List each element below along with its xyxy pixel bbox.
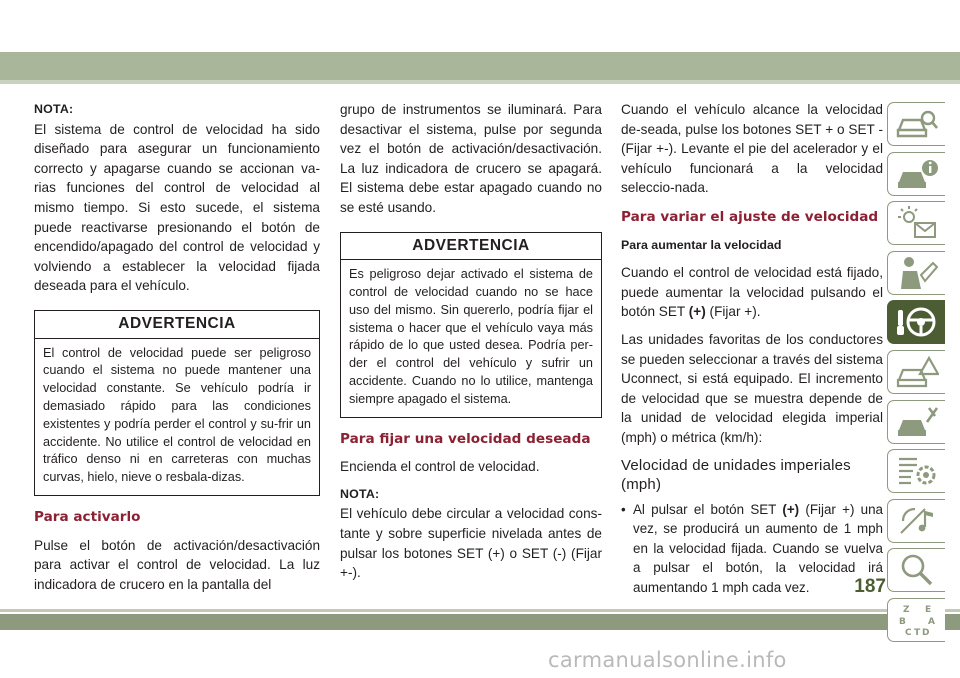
- warning-text: Es peligroso dejar activado el sistema de control de velocidad cuando no se hace uso del mismo. Sin quererlo, podría fijar el sistema o hacer que el vehículo vaya más rápido de lo que usted desea. Podría per-der el control del vehículo y sufrir un accidente. Cuando no lo utilice, mantenga siempre apagado el sistema.: [349, 267, 593, 406]
- svg-text:B: B: [898, 616, 906, 627]
- continued-text: grupo de instrumentos se iluminará. Para desactivar el sistema, pulse por segunda vez el botón de activación/desactivación. La luz indicadora de crucero se apagará. El sistema debe estar apagado cuando no se esté usando.: [340, 102, 602, 215]
- note-text: El sistema de control de velocidad ha sido diseñado para asegurar un funcionamiento correcto y apagarse cuando se accionan va-rias funciones del control de velocidad al mismo tiempo. Si esto sucede, el sistema puede reactivarse presionando el botón de encendido/apagado del control de velocidad y volviendo a establecer la velocidad fijada deseada para el vehículo.: [34, 121, 320, 294]
- warning-box: [340, 232, 602, 418]
- tab-car-search[interactable]: [887, 102, 945, 146]
- driver-airbag-icon: [895, 255, 939, 291]
- warning-light-message-icon: [895, 205, 939, 241]
- paragraph: Cuando el control de velocidad está fijado, puede aumentar la velocidad pulsando el botón SET (+) (Fijar +).: [621, 265, 883, 320]
- section-title: Para variar el ajuste de velocidad: [621, 208, 879, 225]
- column-2: [340, 100, 602, 591]
- section-title: Para activarlo: [34, 508, 141, 525]
- car-hazard-icon: [895, 354, 939, 390]
- media-phone-icon: [895, 503, 939, 539]
- note-label: NOTA:: [34, 102, 74, 116]
- steering-wheel-key-icon: [895, 304, 939, 340]
- section-text: Encienda el control de velocidad.: [340, 459, 540, 475]
- car-info-icon: [895, 156, 939, 192]
- tab-car-info[interactable]: [887, 152, 945, 196]
- tab-multimedia[interactable]: [887, 499, 945, 543]
- svg-text:D: D: [921, 627, 929, 638]
- car-search-icon: [895, 106, 939, 142]
- note-label: NOTA:: [340, 486, 380, 501]
- intro-text: Cuando el vehículo alcance la velocidad de-seada, pulse los botones SET + o SET - (Fijar +-). Levante el pie del acelerador y el vehículo funcionará a la velocidad seleccio-nada.: [621, 102, 883, 196]
- tab-index[interactable]: [887, 598, 945, 642]
- column-3: [621, 100, 883, 597]
- note-text: El vehículo debe circular a velocidad cons-tante y sobre superficie nivelada antes de pulsar los botones SET (+) o SET (-) (Fijar +-).: [340, 506, 602, 581]
- watermark: carmanualsonline.info: [548, 648, 787, 672]
- tab-warning-lights[interactable]: [887, 201, 945, 245]
- checklist-gear-icon: [895, 453, 939, 489]
- sub-heading: Para aumentar la velocidad: [621, 237, 782, 252]
- warning-text: El control de velocidad puede ser peligroso cuando el sistema no puede mantener una velocidad constante. Se vehículo podría ir demasiado rápido para las condiciones existentes y podría perder el control y su-frir un accidente. No utilice el control de velocidad en tráfico denso ni en carreteras con muchas curvas, hielo, nieve o resbala-dizas.: [43, 345, 311, 485]
- svg-text:E: E: [924, 604, 931, 615]
- tab-safety[interactable]: [887, 251, 945, 295]
- tab-customer-assistance[interactable]: [887, 548, 945, 592]
- bottom-band: [0, 614, 960, 630]
- alphabet-index-icon: [895, 602, 939, 638]
- tab-emergency[interactable]: [887, 350, 945, 394]
- page-number: 187: [854, 576, 886, 597]
- bottom-band-line: [0, 609, 960, 612]
- warning-box: [34, 310, 320, 496]
- tab-specifications[interactable]: [887, 449, 945, 493]
- top-band-line: [0, 80, 960, 84]
- svg-text:T: T: [913, 627, 920, 638]
- paragraph: Las unidades favoritas de los conductores se pueden seleccionar a través del sistema Uconnect, si está equipado. El incremento de velocidad que se muestra depende de la unidad de velocidad elegida imperial (mph) o métrica (km/h):: [621, 331, 883, 445]
- top-band: [0, 52, 960, 80]
- tab-servicing[interactable]: [887, 400, 945, 444]
- section-text: Pulse el botón de activación/desactivación para activar el control de velocidad. La luz indicadora de crucero en la pantalla del: [34, 537, 320, 592]
- warning-title: ADVERTENCIA: [35, 311, 319, 339]
- tab-starting-operating[interactable]: [887, 300, 945, 344]
- magnifier-icon: [895, 552, 939, 588]
- bullet-item: • Al pulsar el botón SET (+) (Fijar +) una vez, se producirá un aumento de 1 mph en la velocidad fijada. Cuando se vuelva a pulsar el botón, la velocidad irá aumentando 1 mph cada vez.: [621, 500, 883, 598]
- svg-text:C: C: [904, 627, 912, 638]
- column-1: [34, 100, 320, 602]
- svg-text:A: A: [927, 616, 935, 627]
- sub-title: Velocidad de unidades imperiales (mph): [621, 456, 851, 493]
- section-title: Para fijar una velocidad deseada: [340, 430, 591, 447]
- svg-text:Z: Z: [902, 604, 910, 615]
- car-tools-icon: [895, 404, 939, 440]
- warning-title: ADVERTENCIA: [341, 233, 601, 261]
- chapter-tabs: [887, 102, 947, 648]
